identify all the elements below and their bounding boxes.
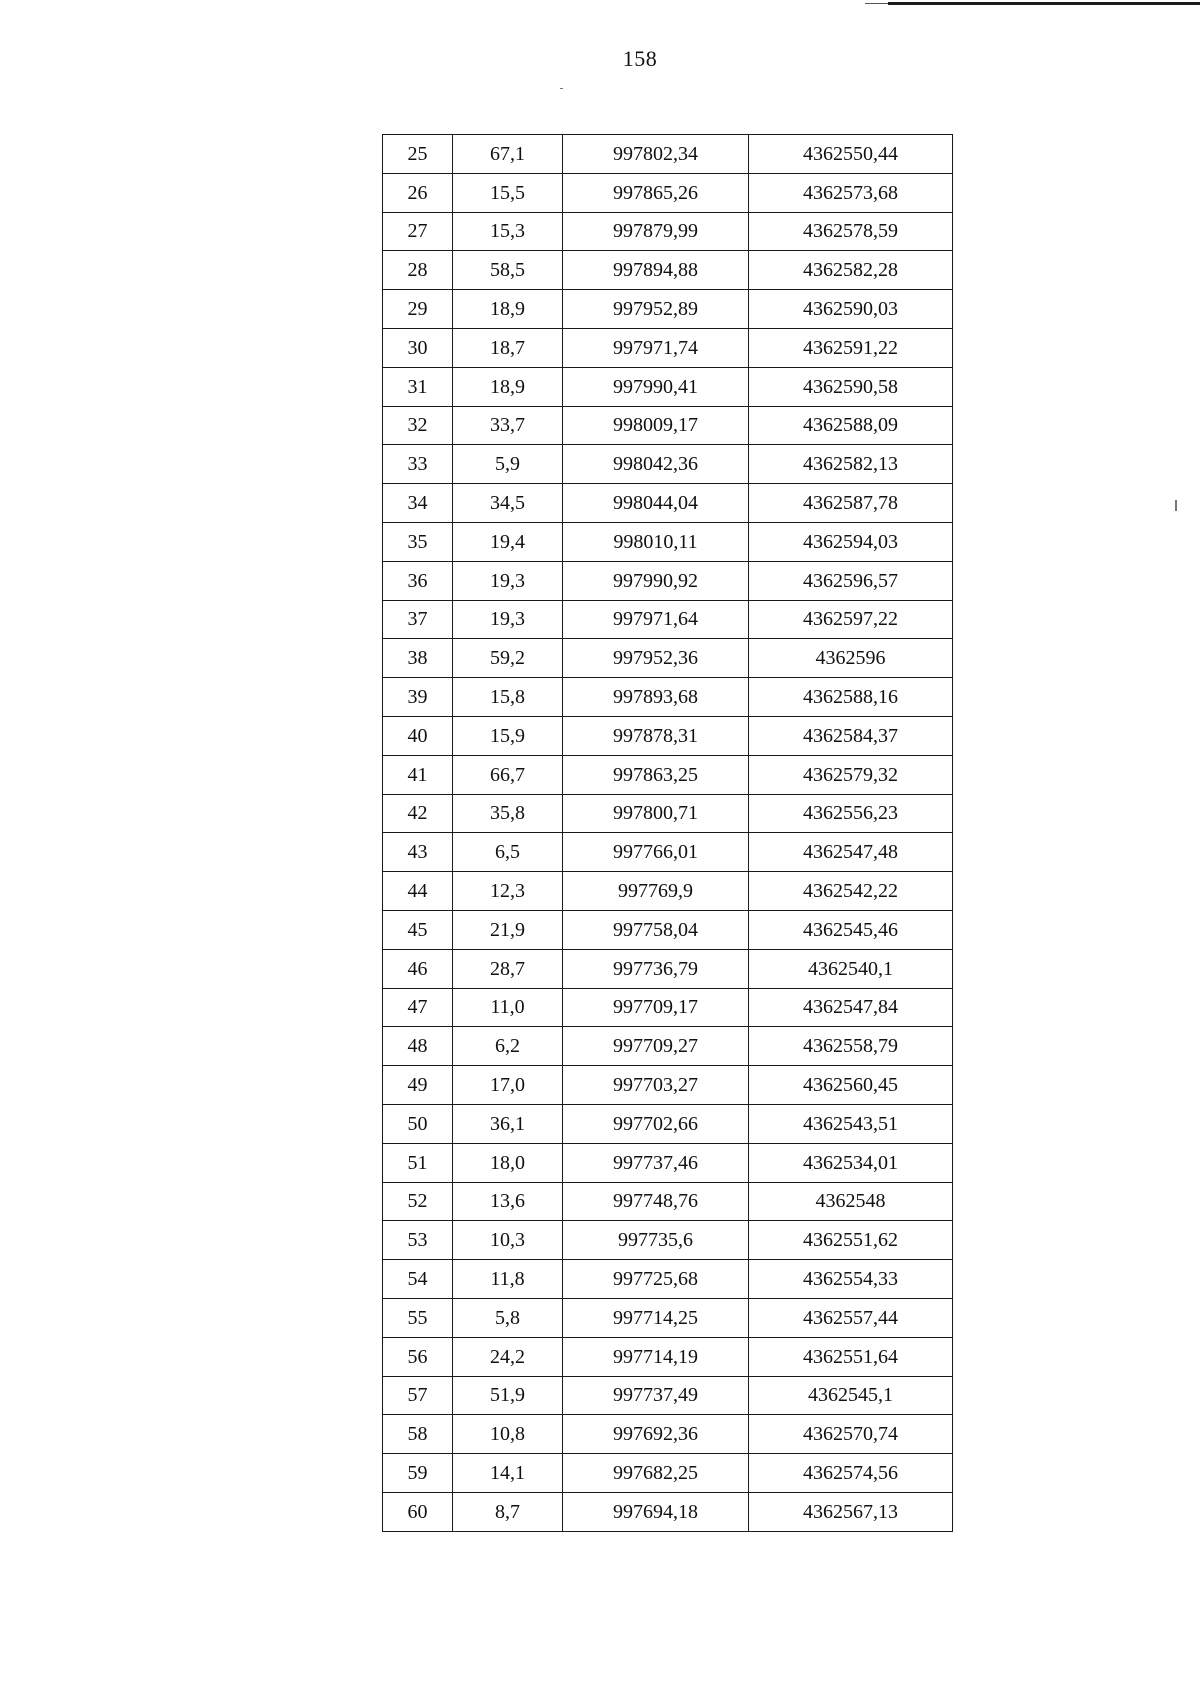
x-coordinate-cell: 997879,99 (563, 212, 749, 251)
point-number-cell: 59 (383, 1454, 453, 1493)
point-number-cell: 50 (383, 1104, 453, 1143)
x-coordinate-cell: 997714,25 (563, 1298, 749, 1337)
length-cell: 5,9 (453, 445, 563, 484)
length-cell: 11,0 (453, 988, 563, 1027)
y-coordinate-cell: 4362550,44 (749, 135, 953, 174)
point-number-cell: 40 (383, 716, 453, 755)
x-coordinate-cell: 997971,64 (563, 600, 749, 639)
length-cell: 58,5 (453, 251, 563, 290)
point-number-cell: 26 (383, 173, 453, 212)
y-coordinate-cell: 4362582,28 (749, 251, 953, 290)
x-coordinate-cell: 998010,11 (563, 522, 749, 561)
length-cell: 36,1 (453, 1104, 563, 1143)
table-row (383, 445, 953, 484)
table-row (383, 1492, 953, 1531)
x-coordinate-cell: 997971,74 (563, 328, 749, 367)
point-number-cell: 31 (383, 367, 453, 406)
x-coordinate-cell: 997952,36 (563, 639, 749, 678)
point-number-cell: 60 (383, 1492, 453, 1531)
point-number-cell: 39 (383, 678, 453, 717)
y-coordinate-cell: 4362560,45 (749, 1066, 953, 1105)
table-row (383, 1337, 953, 1376)
x-coordinate-cell: 997952,89 (563, 290, 749, 329)
length-cell: 10,8 (453, 1415, 563, 1454)
point-number-cell: 27 (383, 212, 453, 251)
y-coordinate-cell: 4362587,78 (749, 484, 953, 523)
table-row (383, 1104, 953, 1143)
point-number-cell: 42 (383, 794, 453, 833)
table-row (383, 1260, 953, 1299)
x-coordinate-cell: 997735,6 (563, 1221, 749, 1260)
y-coordinate-cell: 4362540,1 (749, 949, 953, 988)
table-row (383, 290, 953, 329)
page-number: 158 (622, 46, 658, 71)
x-coordinate-cell: 997894,88 (563, 251, 749, 290)
x-coordinate-cell: 997769,9 (563, 872, 749, 911)
point-number-cell: 53 (383, 1221, 453, 1260)
y-coordinate-cell: 4362547,84 (749, 988, 953, 1027)
length-cell: 59,2 (453, 639, 563, 678)
y-coordinate-cell: 4362596 (749, 639, 953, 678)
table-row (383, 212, 953, 251)
length-cell: 11,8 (453, 1260, 563, 1299)
length-cell: 14,1 (453, 1454, 563, 1493)
length-cell: 15,9 (453, 716, 563, 755)
length-cell: 15,3 (453, 212, 563, 251)
table-row (383, 872, 953, 911)
y-coordinate-cell: 4362554,33 (749, 1260, 953, 1299)
length-cell: 6,2 (453, 1027, 563, 1066)
y-coordinate-cell: 4362542,22 (749, 872, 953, 911)
x-coordinate-cell: 997703,27 (563, 1066, 749, 1105)
x-coordinate-cell: 997758,04 (563, 910, 749, 949)
table-row (383, 251, 953, 290)
x-coordinate-cell: 997714,19 (563, 1337, 749, 1376)
point-number-cell: 33 (383, 445, 453, 484)
table-row (383, 988, 953, 1027)
length-cell: 51,9 (453, 1376, 563, 1415)
point-number-cell: 47 (383, 988, 453, 1027)
table-row (383, 794, 953, 833)
length-cell: 15,5 (453, 173, 563, 212)
length-cell: 28,7 (453, 949, 563, 988)
x-coordinate-cell: 997865,26 (563, 173, 749, 212)
x-coordinate-cell: 997990,41 (563, 367, 749, 406)
y-coordinate-cell: 4362596,57 (749, 561, 953, 600)
y-coordinate-cell: 4362545,1 (749, 1376, 953, 1415)
x-coordinate-cell: 997878,31 (563, 716, 749, 755)
table-row (383, 1376, 953, 1415)
point-number-cell: 56 (383, 1337, 453, 1376)
table-row (383, 406, 953, 445)
table-row (383, 522, 953, 561)
point-number-cell: 37 (383, 600, 453, 639)
top-edge-rule (888, 2, 1200, 5)
y-coordinate-cell: 4362551,62 (749, 1221, 953, 1260)
length-cell: 15,8 (453, 678, 563, 717)
scan-speck (1175, 500, 1177, 511)
table-row (383, 639, 953, 678)
y-coordinate-cell: 4362582,13 (749, 445, 953, 484)
point-number-cell: 58 (383, 1415, 453, 1454)
x-coordinate-cell: 997682,25 (563, 1454, 749, 1493)
y-coordinate-cell: 4362573,68 (749, 173, 953, 212)
length-cell: 6,5 (453, 833, 563, 872)
point-number-cell: 30 (383, 328, 453, 367)
table-row (383, 484, 953, 523)
top-edge-rule-thin (865, 3, 890, 4)
x-coordinate-cell: 997725,68 (563, 1260, 749, 1299)
y-coordinate-cell: 4362557,44 (749, 1298, 953, 1337)
table-row (383, 1066, 953, 1105)
x-coordinate-cell: 998044,04 (563, 484, 749, 523)
length-cell: 19,3 (453, 561, 563, 600)
table-row (383, 1415, 953, 1454)
x-coordinate-cell: 997800,71 (563, 794, 749, 833)
point-number-cell: 54 (383, 1260, 453, 1299)
point-number-cell: 36 (383, 561, 453, 600)
point-number-cell: 57 (383, 1376, 453, 1415)
x-coordinate-cell: 997692,36 (563, 1415, 749, 1454)
point-number-cell: 55 (383, 1298, 453, 1337)
point-number-cell: 43 (383, 833, 453, 872)
point-number-cell: 35 (383, 522, 453, 561)
length-cell: 12,3 (453, 872, 563, 911)
table-row (383, 135, 953, 174)
y-coordinate-cell: 4362551,64 (749, 1337, 953, 1376)
table-row (383, 678, 953, 717)
y-coordinate-cell: 4362588,16 (749, 678, 953, 717)
y-coordinate-cell: 4362597,22 (749, 600, 953, 639)
point-number-cell: 48 (383, 1027, 453, 1066)
table-row (383, 1221, 953, 1260)
x-coordinate-cell: 997709,17 (563, 988, 749, 1027)
x-coordinate-cell: 997702,66 (563, 1104, 749, 1143)
length-cell: 66,7 (453, 755, 563, 794)
y-coordinate-cell: 4362543,51 (749, 1104, 953, 1143)
y-coordinate-cell: 4362588,09 (749, 406, 953, 445)
y-coordinate-cell: 4362548 (749, 1182, 953, 1221)
y-coordinate-cell: 4362591,22 (749, 328, 953, 367)
table-row (383, 561, 953, 600)
table-row (383, 600, 953, 639)
x-coordinate-cell: 997766,01 (563, 833, 749, 872)
point-number-cell: 46 (383, 949, 453, 988)
point-number-cell: 34 (383, 484, 453, 523)
point-number-cell: 25 (383, 135, 453, 174)
y-coordinate-cell: 4362578,59 (749, 212, 953, 251)
length-cell: 35,8 (453, 794, 563, 833)
point-number-cell: 32 (383, 406, 453, 445)
x-coordinate-cell: 997990,92 (563, 561, 749, 600)
table-row (383, 328, 953, 367)
length-cell: 33,7 (453, 406, 563, 445)
point-number-cell: 45 (383, 910, 453, 949)
y-coordinate-cell: 4362547,48 (749, 833, 953, 872)
x-coordinate-cell: 997748,76 (563, 1182, 749, 1221)
table-row (383, 173, 953, 212)
y-coordinate-cell: 4362590,03 (749, 290, 953, 329)
x-coordinate-cell: 997737,49 (563, 1376, 749, 1415)
length-cell: 19,4 (453, 522, 563, 561)
table-row (383, 833, 953, 872)
x-coordinate-cell: 997737,46 (563, 1143, 749, 1182)
length-cell: 13,6 (453, 1182, 563, 1221)
length-cell: 18,7 (453, 328, 563, 367)
length-cell: 17,0 (453, 1066, 563, 1105)
point-number-cell: 28 (383, 251, 453, 290)
y-coordinate-cell: 4362545,46 (749, 910, 953, 949)
y-coordinate-cell: 4362534,01 (749, 1143, 953, 1182)
x-coordinate-cell: 997893,68 (563, 678, 749, 717)
y-coordinate-cell: 4362567,13 (749, 1492, 953, 1531)
length-cell: 34,5 (453, 484, 563, 523)
table-row (383, 910, 953, 949)
point-number-cell: 41 (383, 755, 453, 794)
table-row (383, 1454, 953, 1493)
table-row (383, 1027, 953, 1066)
y-coordinate-cell: 4362584,37 (749, 716, 953, 755)
x-coordinate-cell: 997709,27 (563, 1027, 749, 1066)
table-row (383, 755, 953, 794)
length-cell: 67,1 (453, 135, 563, 174)
length-cell: 10,3 (453, 1221, 563, 1260)
y-coordinate-cell: 4362594,03 (749, 522, 953, 561)
length-cell: 5,8 (453, 1298, 563, 1337)
table-row (383, 1298, 953, 1337)
x-coordinate-cell: 997736,79 (563, 949, 749, 988)
table-row (383, 949, 953, 988)
x-coordinate-cell: 997694,18 (563, 1492, 749, 1531)
point-number-cell: 51 (383, 1143, 453, 1182)
y-coordinate-cell: 4362556,23 (749, 794, 953, 833)
x-coordinate-cell: 998009,17 (563, 406, 749, 445)
coordinates-table (382, 134, 953, 1532)
point-number-cell: 44 (383, 872, 453, 911)
y-coordinate-cell: 4362579,32 (749, 755, 953, 794)
length-cell: 24,2 (453, 1337, 563, 1376)
length-cell: 18,9 (453, 290, 563, 329)
length-cell: 18,9 (453, 367, 563, 406)
x-coordinate-cell: 997802,34 (563, 135, 749, 174)
length-cell: 18,0 (453, 1143, 563, 1182)
x-coordinate-cell: 998042,36 (563, 445, 749, 484)
coordinates-table-body (383, 135, 953, 1532)
length-cell: 19,3 (453, 600, 563, 639)
y-coordinate-cell: 4362590,58 (749, 367, 953, 406)
y-coordinate-cell: 4362558,79 (749, 1027, 953, 1066)
table-row (383, 1182, 953, 1221)
point-number-cell: 52 (383, 1182, 453, 1221)
y-coordinate-cell: 4362570,74 (749, 1415, 953, 1454)
table-row (383, 716, 953, 755)
table-row (383, 1143, 953, 1182)
x-coordinate-cell: 997863,25 (563, 755, 749, 794)
point-number-cell: 49 (383, 1066, 453, 1105)
point-number-cell: 38 (383, 639, 453, 678)
length-cell: 8,7 (453, 1492, 563, 1531)
scan-speck (560, 88, 563, 89)
point-number-cell: 29 (383, 290, 453, 329)
table-row (383, 367, 953, 406)
y-coordinate-cell: 4362574,56 (749, 1454, 953, 1493)
length-cell: 21,9 (453, 910, 563, 949)
